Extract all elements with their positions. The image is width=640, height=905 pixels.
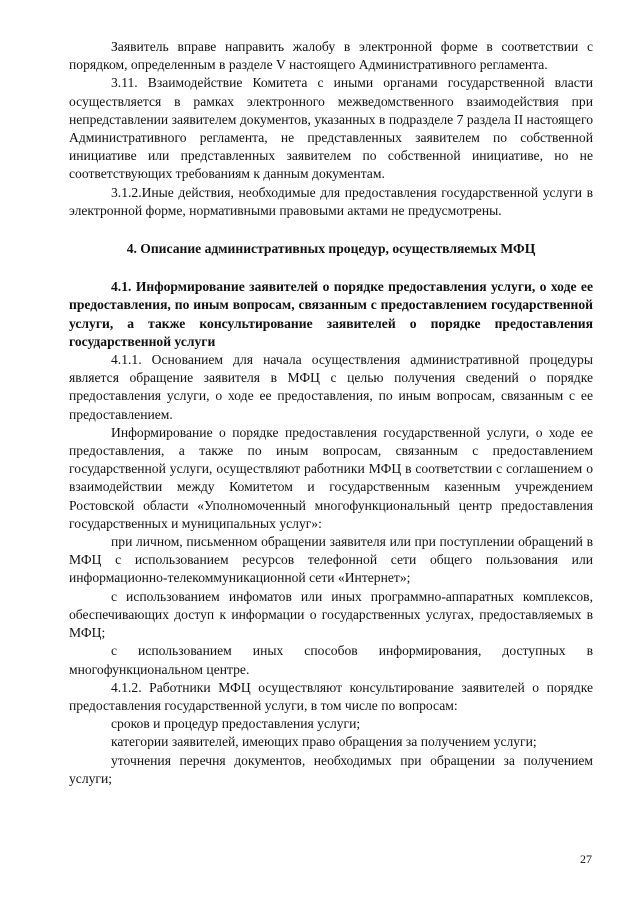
list-item-personal-appeal: при личном, письменном обращении заявителя или при поступлении обращений в МФЦ с использованием ресурсов телефонной сети общего пользования или информационно-телекоммуникационной сети «Интернет»; <box>69 534 593 586</box>
list-item-terms: сроков и процедур предоставления услуги; <box>111 716 361 732</box>
paragraph-3-1-2: 3.1.2.Иные действия, необходимые для предоставления государственной услуги в электронной форме, нормативными правовыми актами не предусмотрены. <box>69 184 593 218</box>
paragraph-4-1-1: 4.1.1. Основанием для начала осуществления административной процедуры является обращение заявителя в МФЦ с целью получения сведений о порядке предоставления услуги, о ходе ее предоставления, по иным вопросам, связанным с ее предоставлением. <box>69 352 593 422</box>
subsection-heading: 4.1. Информирование заявителей о порядке предоставления услуги, о ходе ее предоставления, по иным вопросам, связанным с предоставлением государственной услуги, а также консультирование заявителей о порядке предоставления государственной услуги <box>69 279 593 349</box>
list-item-other-methods: с использованием иных способов информирования, доступных в многофункциональном центре. <box>69 643 593 677</box>
paragraph-informing: Информирование о порядке предоставления государственной услуги, о ходе ее предоставления, а также по иным вопросам, связанным с предоставлением государственной услуги, осуществляют работники МФЦ в соответствии с соглашением о взаимодействии между Комитетом и государственным казенным учреждением Ростовской области «Уполномоченный многофункциональный центр предоставления государственных и муниципальных услуг»: <box>69 424 593 531</box>
list-item-documents: уточнения перечня документов, необходимых при обращении за получением услуги; <box>69 752 593 786</box>
list-item-categories: категории заявителей, имеющих право обращения за получением услуги; <box>111 734 537 750</box>
paragraph-3-11: 3.11. Взаимодействие Комитета с иными органами государственной власти осуществляется в рамках электронного межведомственного взаимодействия при непредставлении заявителем документов, указанных в подразделе 7 раздела II настоящего Административного регламента, не представленных заявителем по собственной инициативе или представленных заявителем по собственной инициативе, но не соответствующих требованиям к данным документам. <box>69 75 593 182</box>
page-number: 27 <box>580 852 592 866</box>
list-item-infomats: с использованием инфоматов или иных программно-аппаратных комплексов, обеспечивающих доступ к информации о государственных услугах, предоставляемых в МФЦ; <box>69 588 593 641</box>
paragraph-complaint: Заявитель вправе направить жалобу в электронной форме в соответствии с порядком, определенным в разделе V настоящего Административного регламента. <box>69 39 593 73</box>
document-page <box>69 38 593 788</box>
paragraph-4-1-2: 4.1.2. Работники МФЦ осуществляют консультирование заявителей о порядке предоставления государственной услуги, в том числе по вопросам: <box>69 679 593 713</box>
section-heading: 4. Описание административных процедур, осуществляемых МФЦ <box>126 241 536 257</box>
